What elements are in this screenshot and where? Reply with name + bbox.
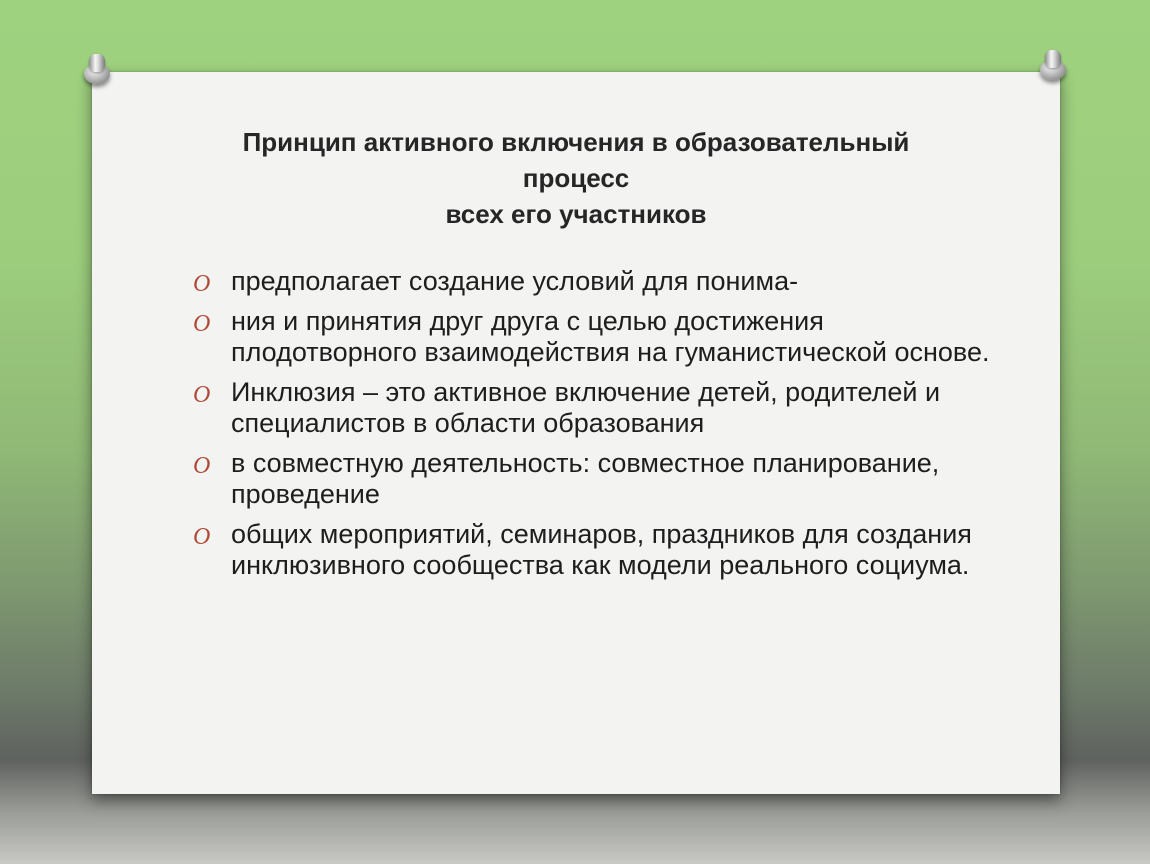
slide-title-line: процесс bbox=[522, 163, 630, 193]
bullet-text: Инклюзия – это активное включение детей, родителей и специалистов в области образования bbox=[231, 377, 941, 438]
bullet-marker-icon: O bbox=[193, 271, 211, 297]
bullet-item bbox=[193, 519, 993, 581]
bullet-marker-icon: O bbox=[193, 453, 211, 479]
bullet-text: предполагает создание условий для понима- bbox=[231, 266, 799, 296]
bullet-item bbox=[193, 448, 993, 510]
bullet-text: в совместную деятельность: совместное планирование, проведение bbox=[231, 448, 940, 509]
bullet-marker-icon: O bbox=[193, 382, 211, 408]
pushpin-icon bbox=[1036, 50, 1070, 84]
bullet-text: ния и принятия друг друга с целью достижения плодотворного взаимодействия на гуманистической основе. bbox=[231, 306, 990, 367]
bullet-marker-icon: O bbox=[193, 311, 211, 337]
bullet-text: общих мероприятий, семинаров, праздников для создания инклюзивного сообщества как модели реального социума. bbox=[231, 519, 972, 580]
slide-title-line: всех его участников bbox=[445, 199, 707, 229]
bullet-item bbox=[193, 306, 993, 368]
slide-title-line: Принцип активного включения в образовательный bbox=[242, 127, 910, 157]
pushpin-icon bbox=[80, 54, 114, 88]
bullet-marker-icon: O bbox=[193, 524, 211, 550]
pushpin-head bbox=[89, 54, 105, 72]
pushpin-head bbox=[1045, 50, 1061, 68]
bullet-item bbox=[193, 377, 993, 439]
bullet-item bbox=[193, 266, 993, 297]
bullet-list bbox=[193, 266, 993, 590]
slide-title bbox=[92, 124, 1060, 232]
